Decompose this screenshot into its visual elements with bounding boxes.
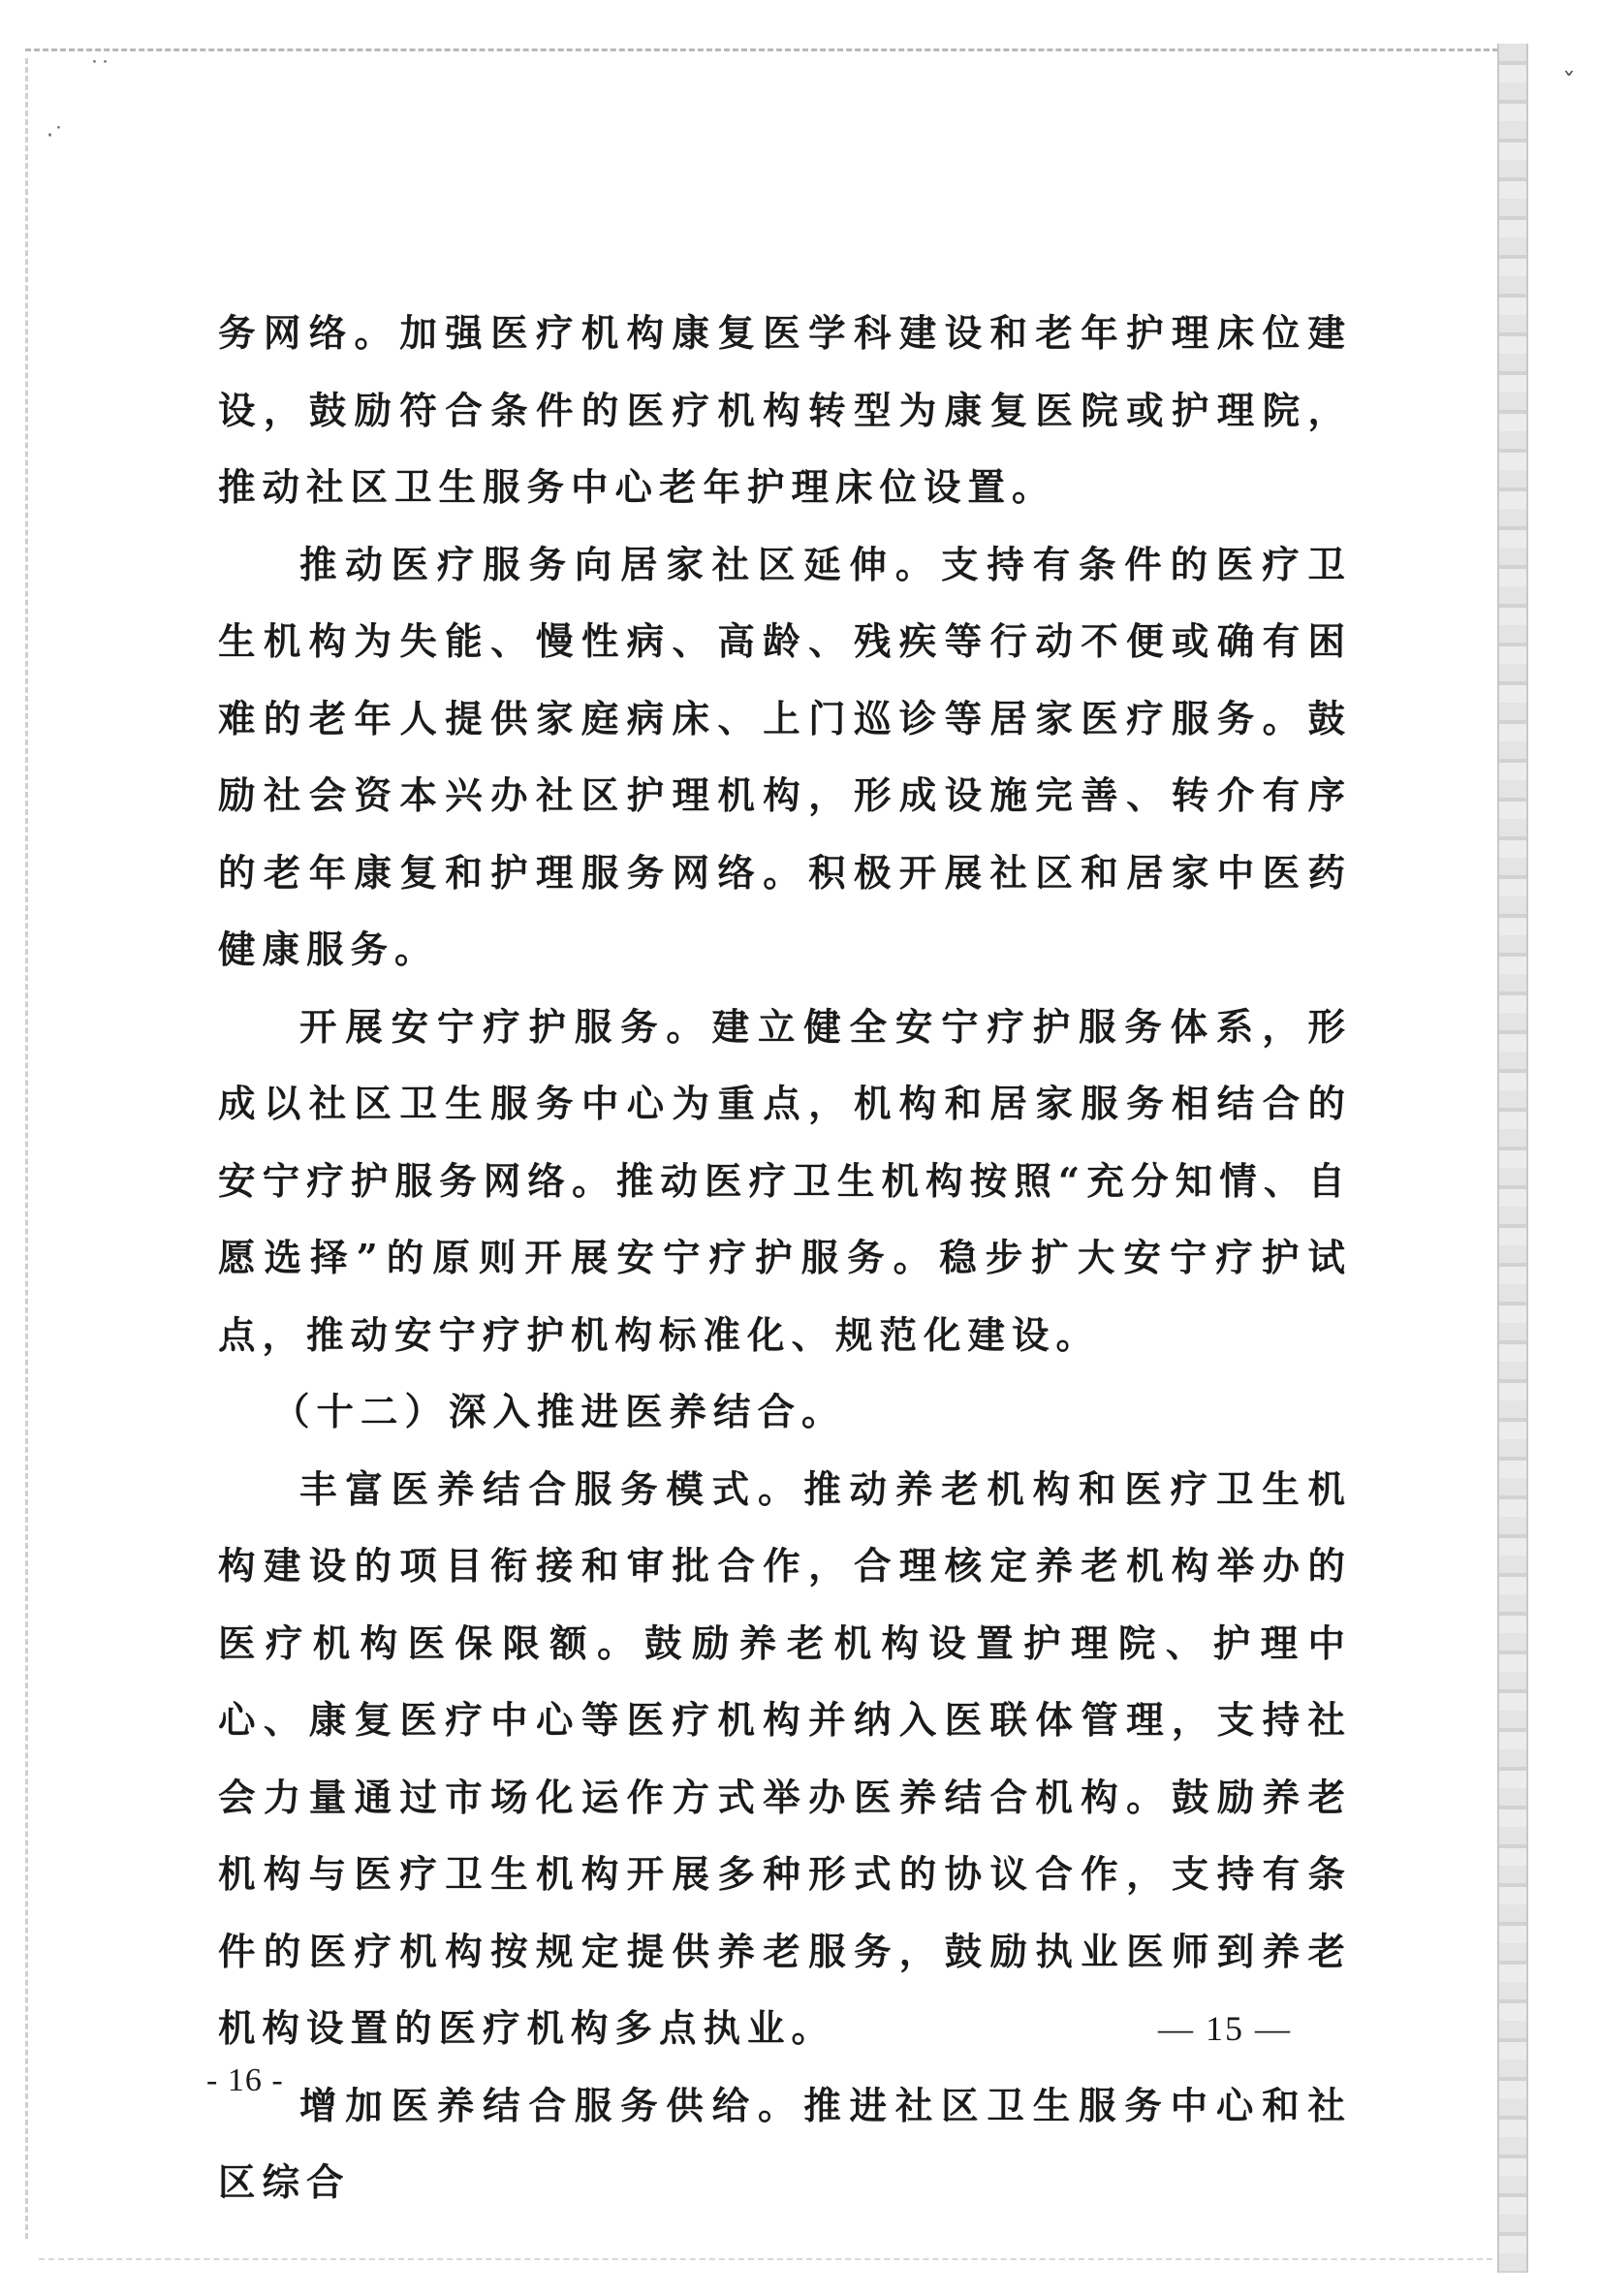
scan-top-border bbox=[25, 48, 1498, 51]
page-number-right: — 15 — bbox=[1158, 2009, 1292, 2048]
scan-speck: ˇ bbox=[1562, 67, 1576, 99]
paragraph-home-community-medical: 推动医疗服务向居家社区延伸。支持有条件的医疗卫生机构为失能、慢性病、高龄、残疾等行动不便或确有困难的老年人提供家庭病床、上门巡诊等居家医疗服务。鼓励社会资本兴办社区护理机构，形成设施完善、转介有序的老年康复和护理服务网络。积极开展社区和居家中医药健康服务。 bbox=[218, 543, 1352, 972]
scan-bottom-border bbox=[39, 2258, 1492, 2260]
document-body bbox=[218, 296, 1352, 2222]
paragraph-continuation: 务网络。加强医疗机构康复医学科建设和老年护理床位建设，鼓励符合条件的医疗机构转型为康复医院或护理院，推动社区卫生服务中心老年护理床位设置。 bbox=[218, 312, 1352, 510]
scan-binding-strip bbox=[1497, 44, 1528, 2273]
paragraph-medical-elderly-supply: 增加医养结合服务供给。推进社区卫生服务中心和社区综合 bbox=[218, 2084, 1352, 2205]
paragraph-hospice-care: 开展安宁疗护服务。建立健全安宁疗护服务体系，形成以社区卫生服务中心为重点，机构和居家服务相结合的安宁疗护服务网络。推动医疗卫生机构按照“充分知情、自愿选择”的原则开展安宁疗护服务。稳步扩大安宁疗护试点，推动安宁疗护机构标准化、规范化建设。 bbox=[218, 1005, 1352, 1358]
paragraph-medical-elderly-model: 丰富医养结合服务模式。推动养老机构和医疗卫生机构建设的项目衔接和审批合作，合理核定养老机构举办的医疗机构医保限额。鼓励养老机构设置护理院、护理中心、康复医疗中心等医疗机构并纳入医联体管理，支持社会力量通过市场化运作方式举办医养结合机构。鼓励养老机构与医疗卫生机构开展多种形式的协议合作，支持有条件的医疗机构按规定提供养老服务，鼓励执业医师到养老机构设置的医疗机构多点执业。 bbox=[218, 1467, 1352, 2051]
scan-left-border bbox=[25, 58, 28, 2239]
page-number-left: - 16 - bbox=[206, 2062, 284, 2098]
scan-speck: ·˙ bbox=[47, 124, 64, 148]
scan-speck: ˙˙ bbox=[89, 58, 110, 82]
section-heading-12: （十二）深入推进医养结合。 bbox=[272, 1391, 846, 1434]
